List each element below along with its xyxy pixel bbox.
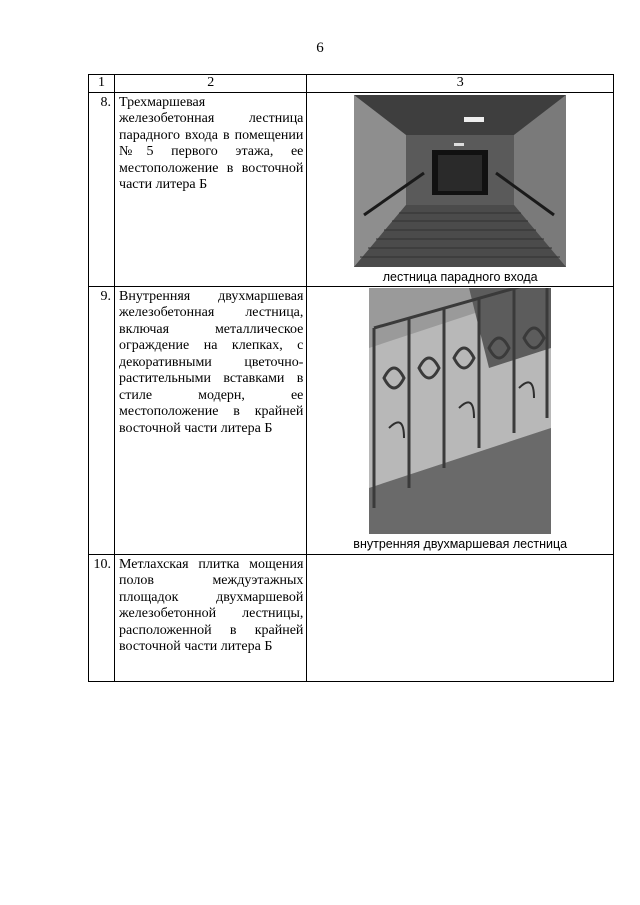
photo-cell [307,92,614,286]
row-description: Трехмаршевая железобетонная лестница парадного входа в помещении №5 первого этажа, ее местоположение в восточной части литера Б [115,92,307,286]
header-col-3: 3 [307,75,614,93]
table-row [89,286,614,554]
row-number: 10. [89,554,115,681]
row-description: Внутренняя двухмаршевая железобетонная лестница, включая металлическое ограждение на клепках, с декоративными цветочно-растительными вставками в стиле модерн, ее местоположение в крайней восточной части литера Б [115,286,307,554]
photo-cell-empty [307,554,614,681]
staircase-railing-photo [369,288,551,534]
objects-table [88,74,614,682]
staircase-entrance-photo [354,95,566,267]
table-header-row [89,75,614,93]
table-row [89,92,614,286]
photo-caption: лестница парадного входа [382,269,538,284]
row-number: 8. [89,92,115,286]
row-number: 9. [89,286,115,554]
header-col-2: 2 [115,75,307,93]
page-number: 6 [316,40,324,56]
header-col-1: 1 [89,75,115,93]
photo-caption: внутренняя двухмаршевая лестница [353,536,568,551]
table-row [89,554,614,681]
row-description: Метлахская плитка мощения полов междуэтажных площадок двухмаршевой железобетонной лестницы, расположенной в крайней восточной части литера Б [115,554,307,681]
photo-cell [307,286,614,554]
